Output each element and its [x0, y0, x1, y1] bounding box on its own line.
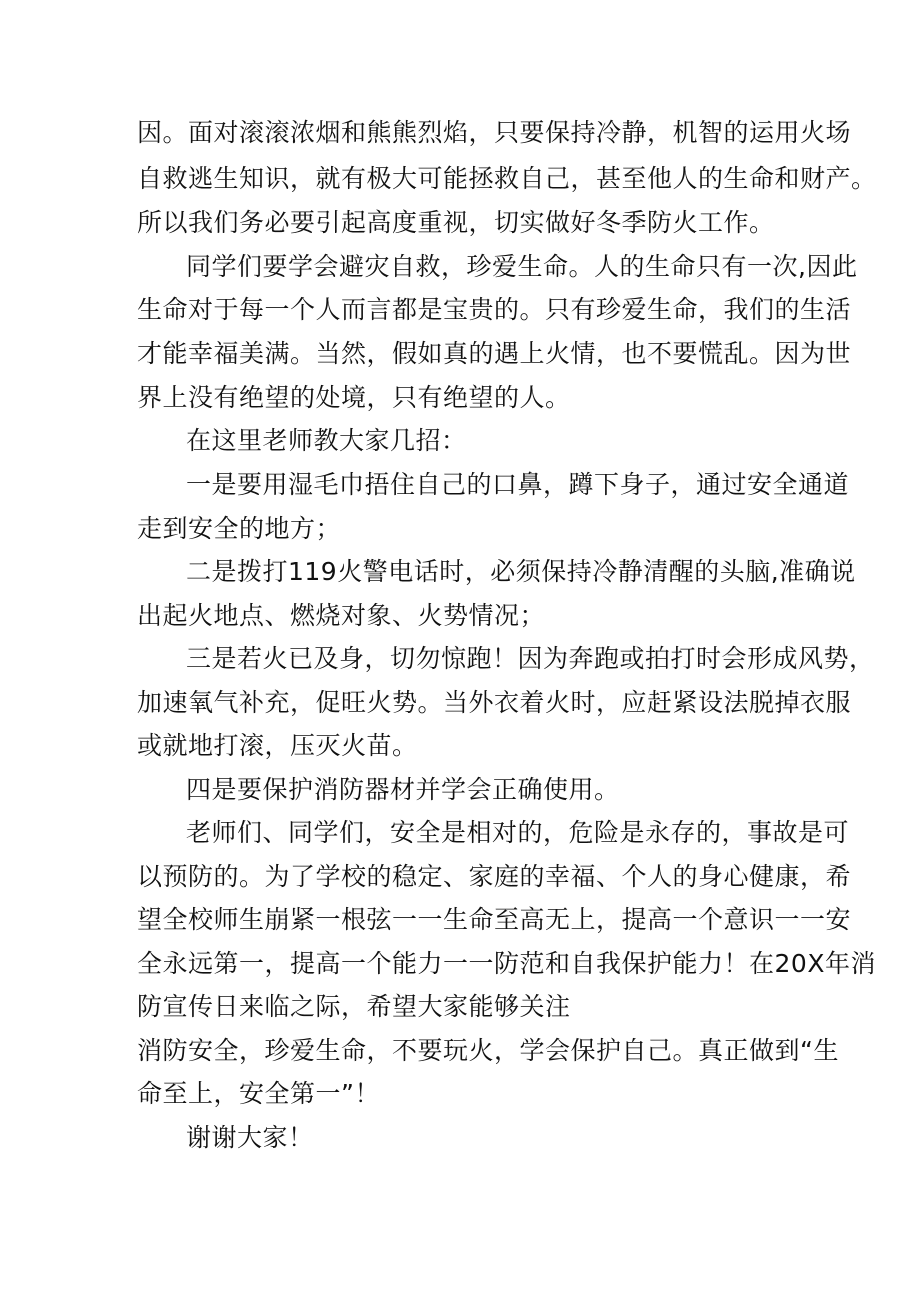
text-line: 三是若火已及身，切勿惊跑！因为奔跑或拍打时会形成风势，	[186, 644, 875, 673]
text-line: 望全校师生崩紧一根弦一一生命至高无上，提高一个意识一一安	[137, 905, 852, 934]
text-line: 所以我们务必要引起高度重视，切实做好冬季防火工作。	[137, 208, 775, 237]
text-line: 同学们要学会避灾自救，珍爱生命。人的生命只有一次,因此	[186, 252, 858, 281]
text-line: 因。面对滚滚浓烟和熊熊烈焰，只要保持冷静，机智的运用火场	[137, 118, 852, 147]
text-line: 全永远第一，提高一个能力一一防范和自我保护能力！在20X年消	[137, 949, 876, 978]
text-line: 二是拨打119火警电话时，必须保持冷静清醒的头脑,准确说	[186, 557, 856, 586]
text-line: 防宣传日来临之际，希望大家能够关注	[137, 992, 571, 1021]
text-line: 一是要用湿毛巾捂住自己的口鼻，蹲下身子，通过安全通道	[186, 470, 850, 499]
text-line: 界上没有绝望的处境，只有绝望的人。	[137, 383, 571, 412]
text-line: 走到安全的地方；	[137, 514, 342, 543]
text-line: 消防安全，珍爱生命，不要玩火，学会保护自己。真正做到“生	[137, 1036, 839, 1065]
text-line: 谢谢大家！	[186, 1123, 314, 1152]
text-line: 老师们、同学们，安全是相对的，危险是永存的，事故是可	[186, 818, 850, 847]
text-line: 命至上，安全第一”！	[137, 1079, 380, 1108]
text-line: 出起火地点、燃烧对象、火势情况；	[137, 601, 546, 630]
text-line: 加速氧气补充，促旺火势。当外衣着火时，应赶紧设法脱掉衣服	[137, 688, 852, 717]
text-line: 或就地打滚，压灭火苗。	[137, 731, 418, 760]
text-line: 自救逃生知识，就有极大可能拯救自己，甚至他人的生命和财产。	[137, 164, 877, 193]
text-line: 生命对于每一个人而言都是宝贵的。只有珍爱生命，我们的生活	[137, 295, 852, 324]
text-line: 在这里老师教大家几招：	[186, 426, 467, 455]
text-line: 四是要保护消防器材并学会正确使用。	[186, 775, 620, 804]
text-line: 以预防的。为了学校的稳定、家庭的幸福、个人的身心健康，希	[137, 862, 852, 891]
text-line: 才能幸福美满。当然，假如真的遇上火情，也不要慌乱。因为世	[137, 339, 852, 368]
